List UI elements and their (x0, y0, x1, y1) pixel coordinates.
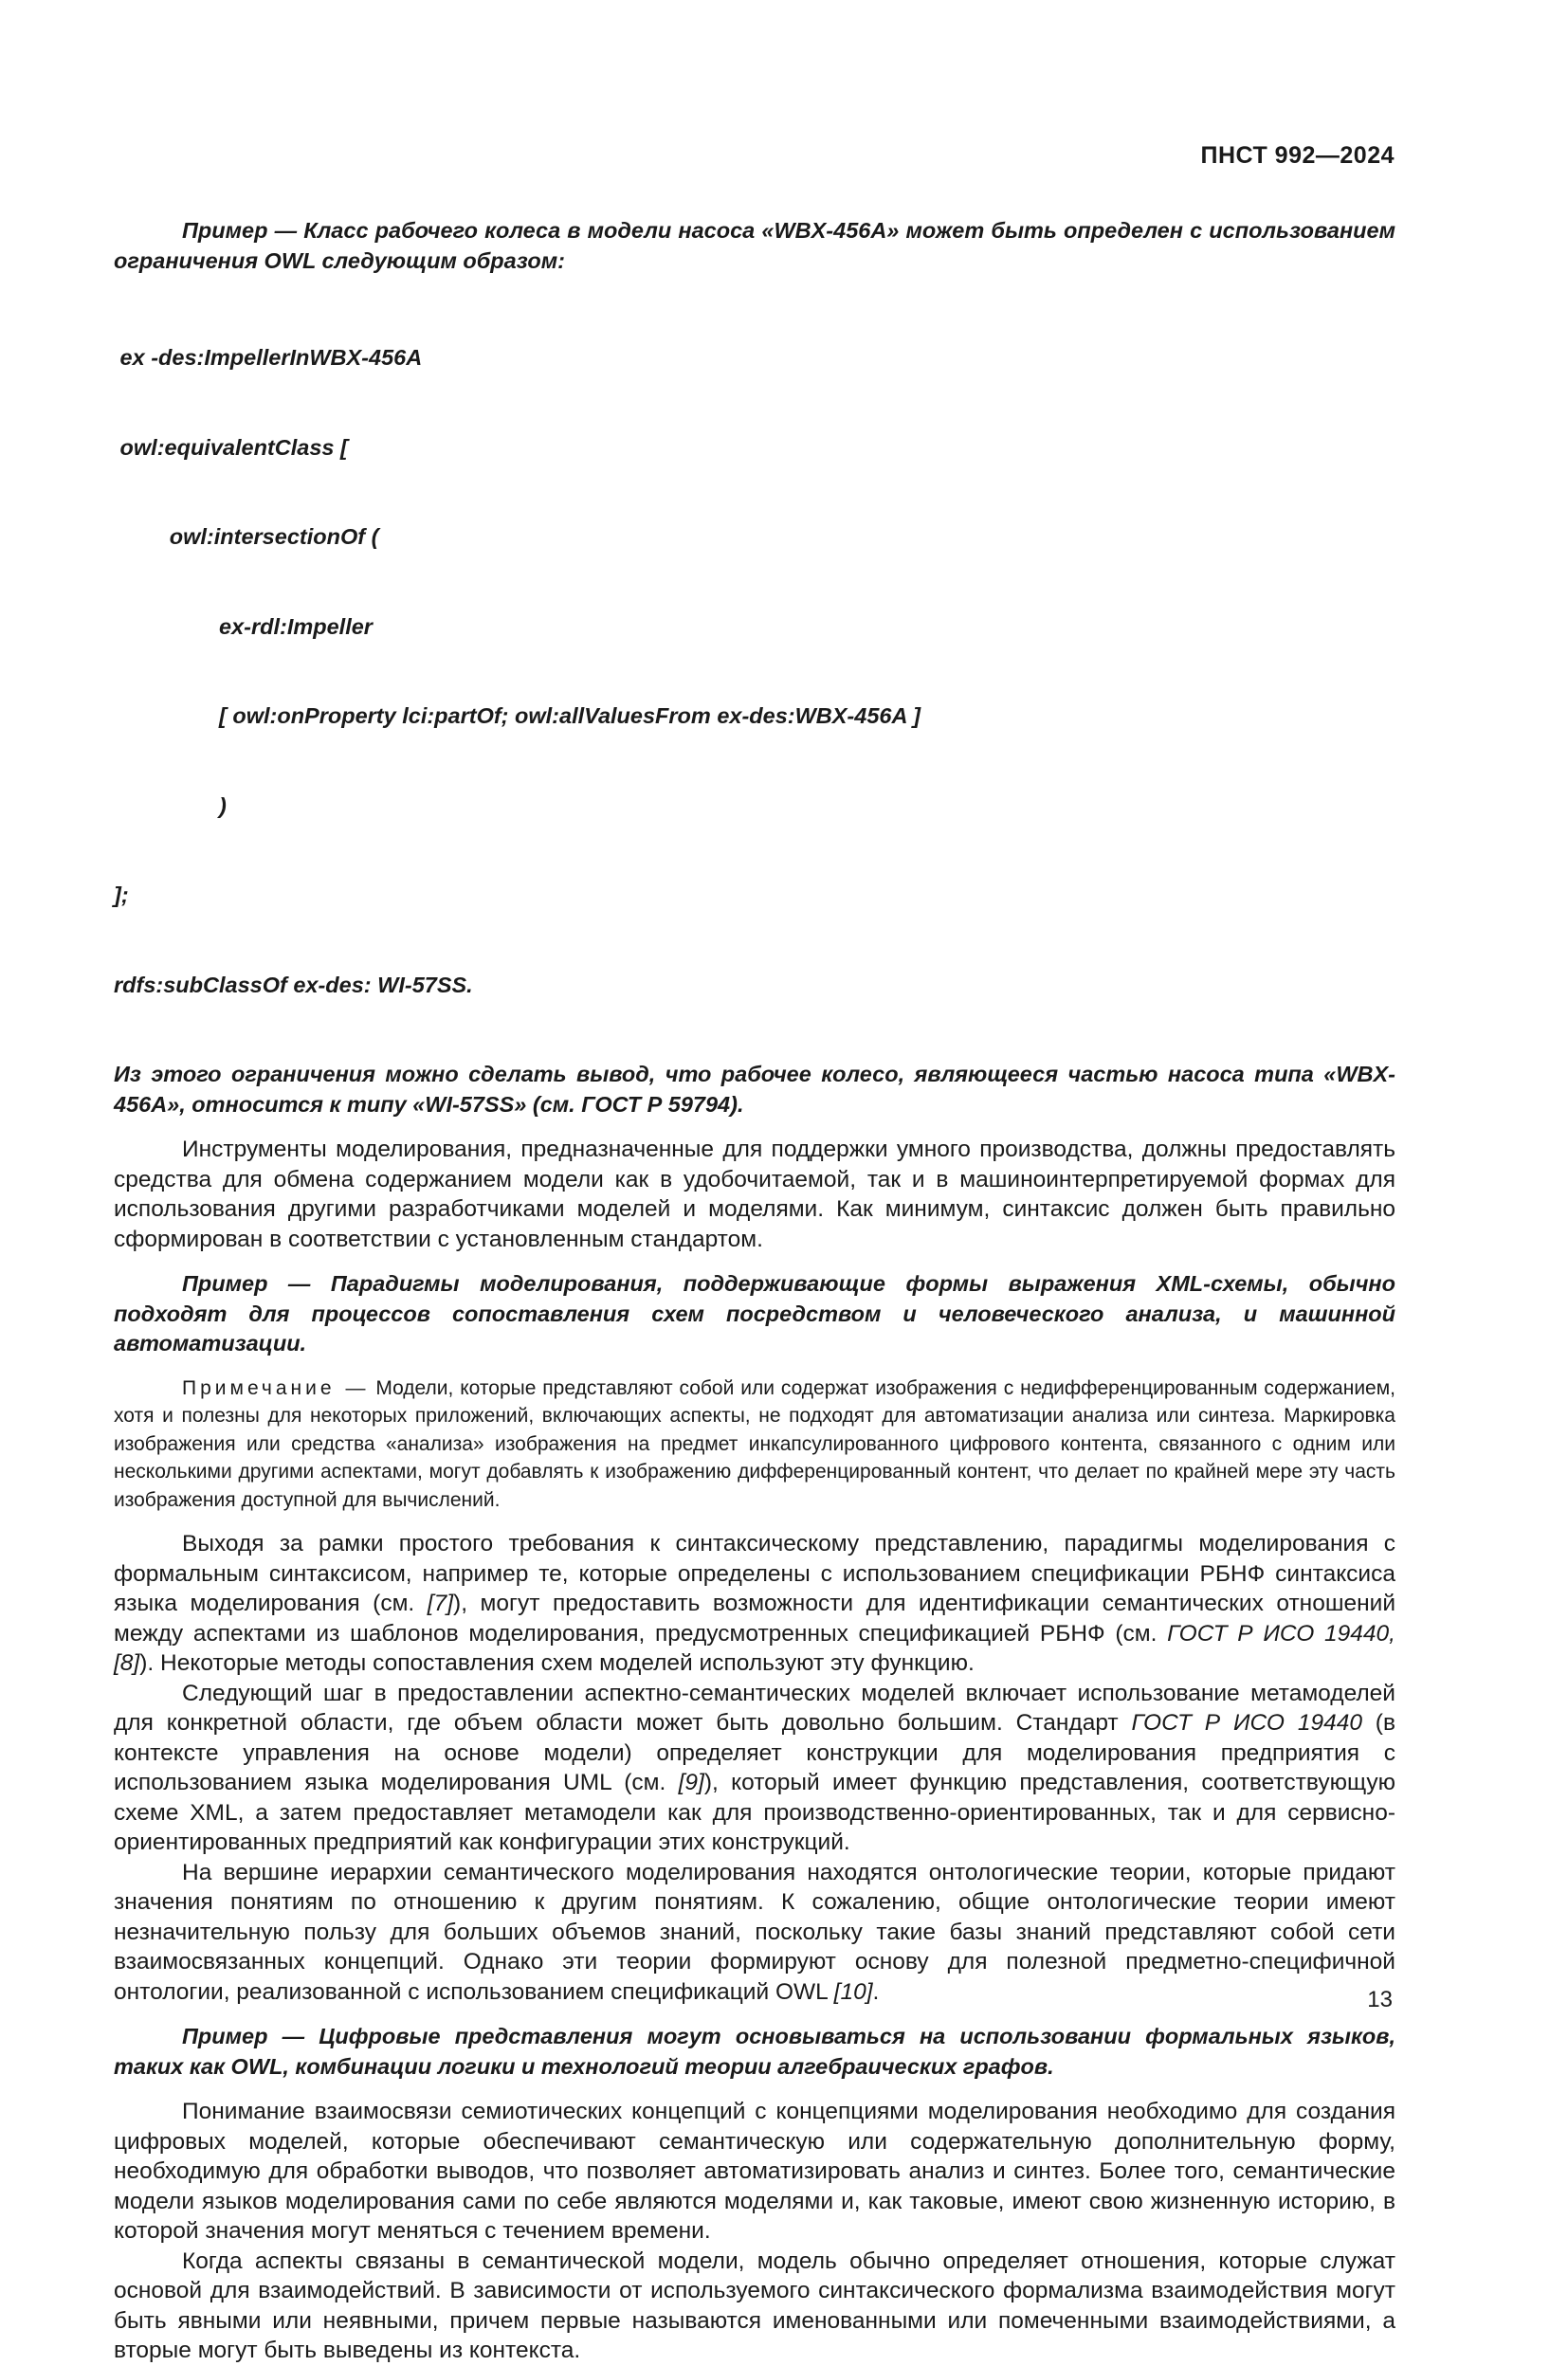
paragraph-ontology (114, 1858, 1395, 2008)
code-line: ex -des:ImpellerInWBX-456A (114, 345, 423, 370)
text-run: На вершине иерархии семантического моделирования находятся онтологические теории, которые придают значения понятиям по отношению к другим понятиям. К сожалению, общие онтологические теории имеют незначительную пользу для больших объемов знаний, поскольку такие базы знаний представляют собой сети взаимосвязанных концепций. Однако эти теории формируют основу для полезной предметно-специфичной онтологии, реализованной с использованием спецификаций OWL (114, 1859, 1395, 2005)
reference: ГОСТ Р ИСО 19440 (1131, 1710, 1362, 1736)
code-line: ]; (114, 883, 129, 907)
paragraph-modeling-tools: Инструменты моделирования, предназначенные для поддержки умного производства, должны предоставлять средства для обмена содержанием модели как в удобочитаемой, так и в машиноинтерпретируемой формах для использования другими разработчиками моделей и моделями. Как минимум, синтаксис должен быть правильно сформирован в соответствии с установленным стандартом. (114, 1137, 1395, 1252)
text-run: (в контексте управления на основе модели) определяет конструкции для моделирования предприятия с использованием языка моделирования UML (см. (114, 1710, 1395, 1795)
code-line: ) (114, 792, 227, 818)
code-line: [ owl:onProperty lci:partOf; owl:allValuesFrom ex-des:WBX-456A ] (114, 703, 921, 728)
note-paragraph (114, 1374, 1395, 1515)
page-content (114, 216, 1395, 2366)
example-owl-restriction: Пример — Класс рабочего колеса в модели насоса «WBX-456A» может быть определен с использованием ограничения OWL следующим образом: (114, 218, 1395, 273)
text-run: . (872, 1978, 880, 2005)
document-id-header: ПНСТ 992—2024 (1200, 142, 1395, 169)
example-digital-representations: Пример — Цифровые представления могут основываться на использовании формальных языков, таких как OWL, комбинации логики и технологий теории алгебраических графов. (114, 2024, 1395, 2079)
paragraph-interactions: Когда аспекты связаны в семантической модели, модель обычно определяет отношения, которые служат основой для взаимодействий. В зависимости от используемого синтаксического формализма взаимодействия могут быть явными или неявными, причем первые называются именованными или помеченными взаимодействиями, а вторые могут быть выведены из контекста. (114, 2248, 1395, 2363)
text-run: ). Некоторые методы сопоставления схем моделей используют эту функцию. (139, 1650, 975, 1676)
example-xml-schema: Пример — Парадигмы моделирования, поддерживающие формы выражения XML-схемы, обычно подходят для процессов сопоставления схем посредством и человеческого анализа, и машинной автоматизации. (114, 1271, 1395, 1356)
note-label: Примечание — (182, 1376, 370, 1399)
paragraph-syntax (114, 1529, 1395, 1679)
text-run: ), могут предоставить возможности для идентификации семантических отношений между аспектами из шаблонов моделирования, предусмотренных спецификацией РБНФ (см. (114, 1591, 1396, 1647)
example-conclusion: Из этого ограничения можно сделать вывод, что рабочее колесо, являющееся частью насоса типа «WBX-456A», относится к типу «WI-57SS» (см. ГОСТ Р 59794). (114, 1062, 1395, 1117)
text-run: Следующий шаг в предоставлении аспектно-семантических моделей включает использование метамоделей для конкретной области, где объем области может быть довольно большим. Стандарт (114, 1680, 1395, 1736)
code-line: owl:intersectionOf ( (114, 524, 379, 549)
reference: ГОСТ Р ИСО 19440, [8] (114, 1620, 1395, 1676)
paragraph-semiotics: Понимание взаимосвязи семиотических концепций с концепциями моделирования необходимо для создания цифровых моделей, которые обеспечивают семантическую или содержательную дополнительную форму, необходимую для обработки выводов, что позволяет автоматизировать анализ и синтез. Более того, семантические модели языков моделирования сами по себе являются моделями и, как таковые, имеют свою жизненную историю, в которой значения могут меняться с течением времени. (114, 2099, 1395, 2244)
code-line: ex-rdl:Impeller (114, 613, 373, 639)
note-text: Модели, которые представляют собой или содержат изображения с недифференцированным содержанием, хотя и полезны для некоторых приложений, включающих аспекты, не подходят для автоматизации анализа или синтеза. Маркировка изображения или средства «анализа» изображения на предмет инкапсулированного цифрового контента, связанного с одним или несколькими другими аспектами, могут добавлять к изображению дифференцированный контент, что делает по крайней мере эту часть изображения доступной для вычислений. (114, 1376, 1395, 1511)
paragraph-metamodels (114, 1679, 1395, 1858)
code-line: rdfs:subClassOf ex-des: WI-57SS. (114, 972, 473, 997)
owl-code-block (114, 283, 1395, 1060)
reference: [7] (427, 1591, 454, 1616)
code-line: owl:equivalentClass [ (114, 434, 348, 460)
text-run: Выходя за рамки простого требования к синтаксическому представлению, парадигмы моделирования с формальным синтаксисом, например те, которые определены с использованием спецификации РБНФ синтаксиса языка моделирования (см. (114, 1531, 1395, 1616)
page-number: 13 (1367, 1987, 1393, 2012)
reference: [10] (833, 1978, 873, 2005)
reference: [9] (678, 1770, 704, 1795)
text-run: ), который имеет функцию представления, соответствующую схеме XML, а затем предоставляет метамодели как для производственно-ориентированных, так и для сервисно-ориентированных предприятий как конфигурации этих конструкций. (114, 1770, 1396, 1855)
